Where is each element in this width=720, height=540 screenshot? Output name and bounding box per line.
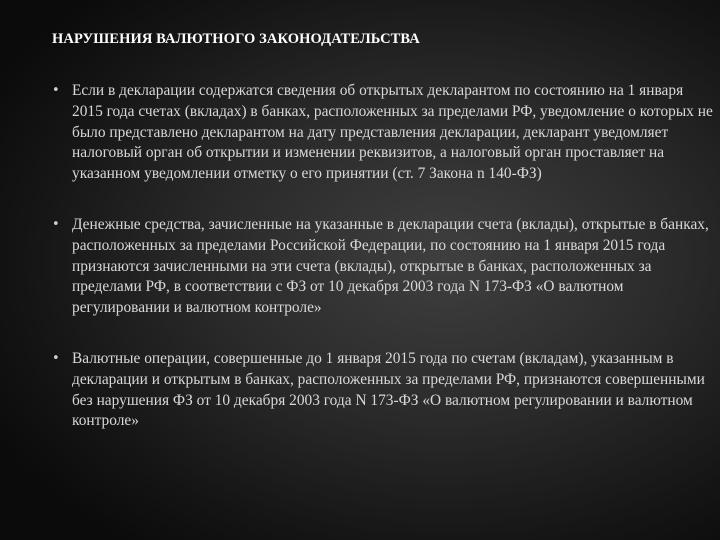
bullet-dot-icon: •	[52, 83, 60, 98]
bullet-text: Валютные операции, совершенные до 1 января 2015 года по счетам (вкладам), указанным в декларации и открытым в банках, расположенных за пределами РФ, признаются совершенными без нарушения ФЗ от 10 декабря 2003 года N 173-ФЗ «О валютном регулировании и валютном контроле»	[72, 349, 705, 430]
bullet-item	[52, 215, 714, 319]
bullet-item	[52, 349, 714, 432]
slide-title: НАРУШЕНИЯ ВАЛЮТНОГО ЗАКОНОДАТЕЛЬСТВА	[52, 31, 420, 47]
bullet-list	[52, 81, 714, 432]
bullet-text: Если в декларации содержатся сведения об открытых декларантом по состоянию на 1 января 2015 года счетах (вкладах) в банках, расположенных за пределами РФ, уведомление о которых не было представлено декларантом на дату представления декларации, декларант уведомляет налоговый орган об открытии и изменении реквизитов, а налоговый орган проставляет на указанном уведомлении отметку о его принятии (ст. 7 Закона n 140-ФЗ)	[72, 82, 713, 183]
bullet-dot-icon: •	[52, 350, 60, 366]
bullet-dot-icon: •	[52, 216, 60, 232]
bullet-item	[52, 81, 714, 185]
bullet-text: Денежные средства, зачисленные на указанные в декларации счета (вклады), открытые в банках, расположенных за пределами Российской Федерации, по состоянию на 1 января 2015 года признаются зачисленными на эти счета (вклады), открытые в банках, расположенных за пределами РФ, в соответствии с ФЗ от 10 декабря 2003 года N 173-ФЗ «О валютном регулировании и валютном контроле»	[72, 215, 709, 317]
